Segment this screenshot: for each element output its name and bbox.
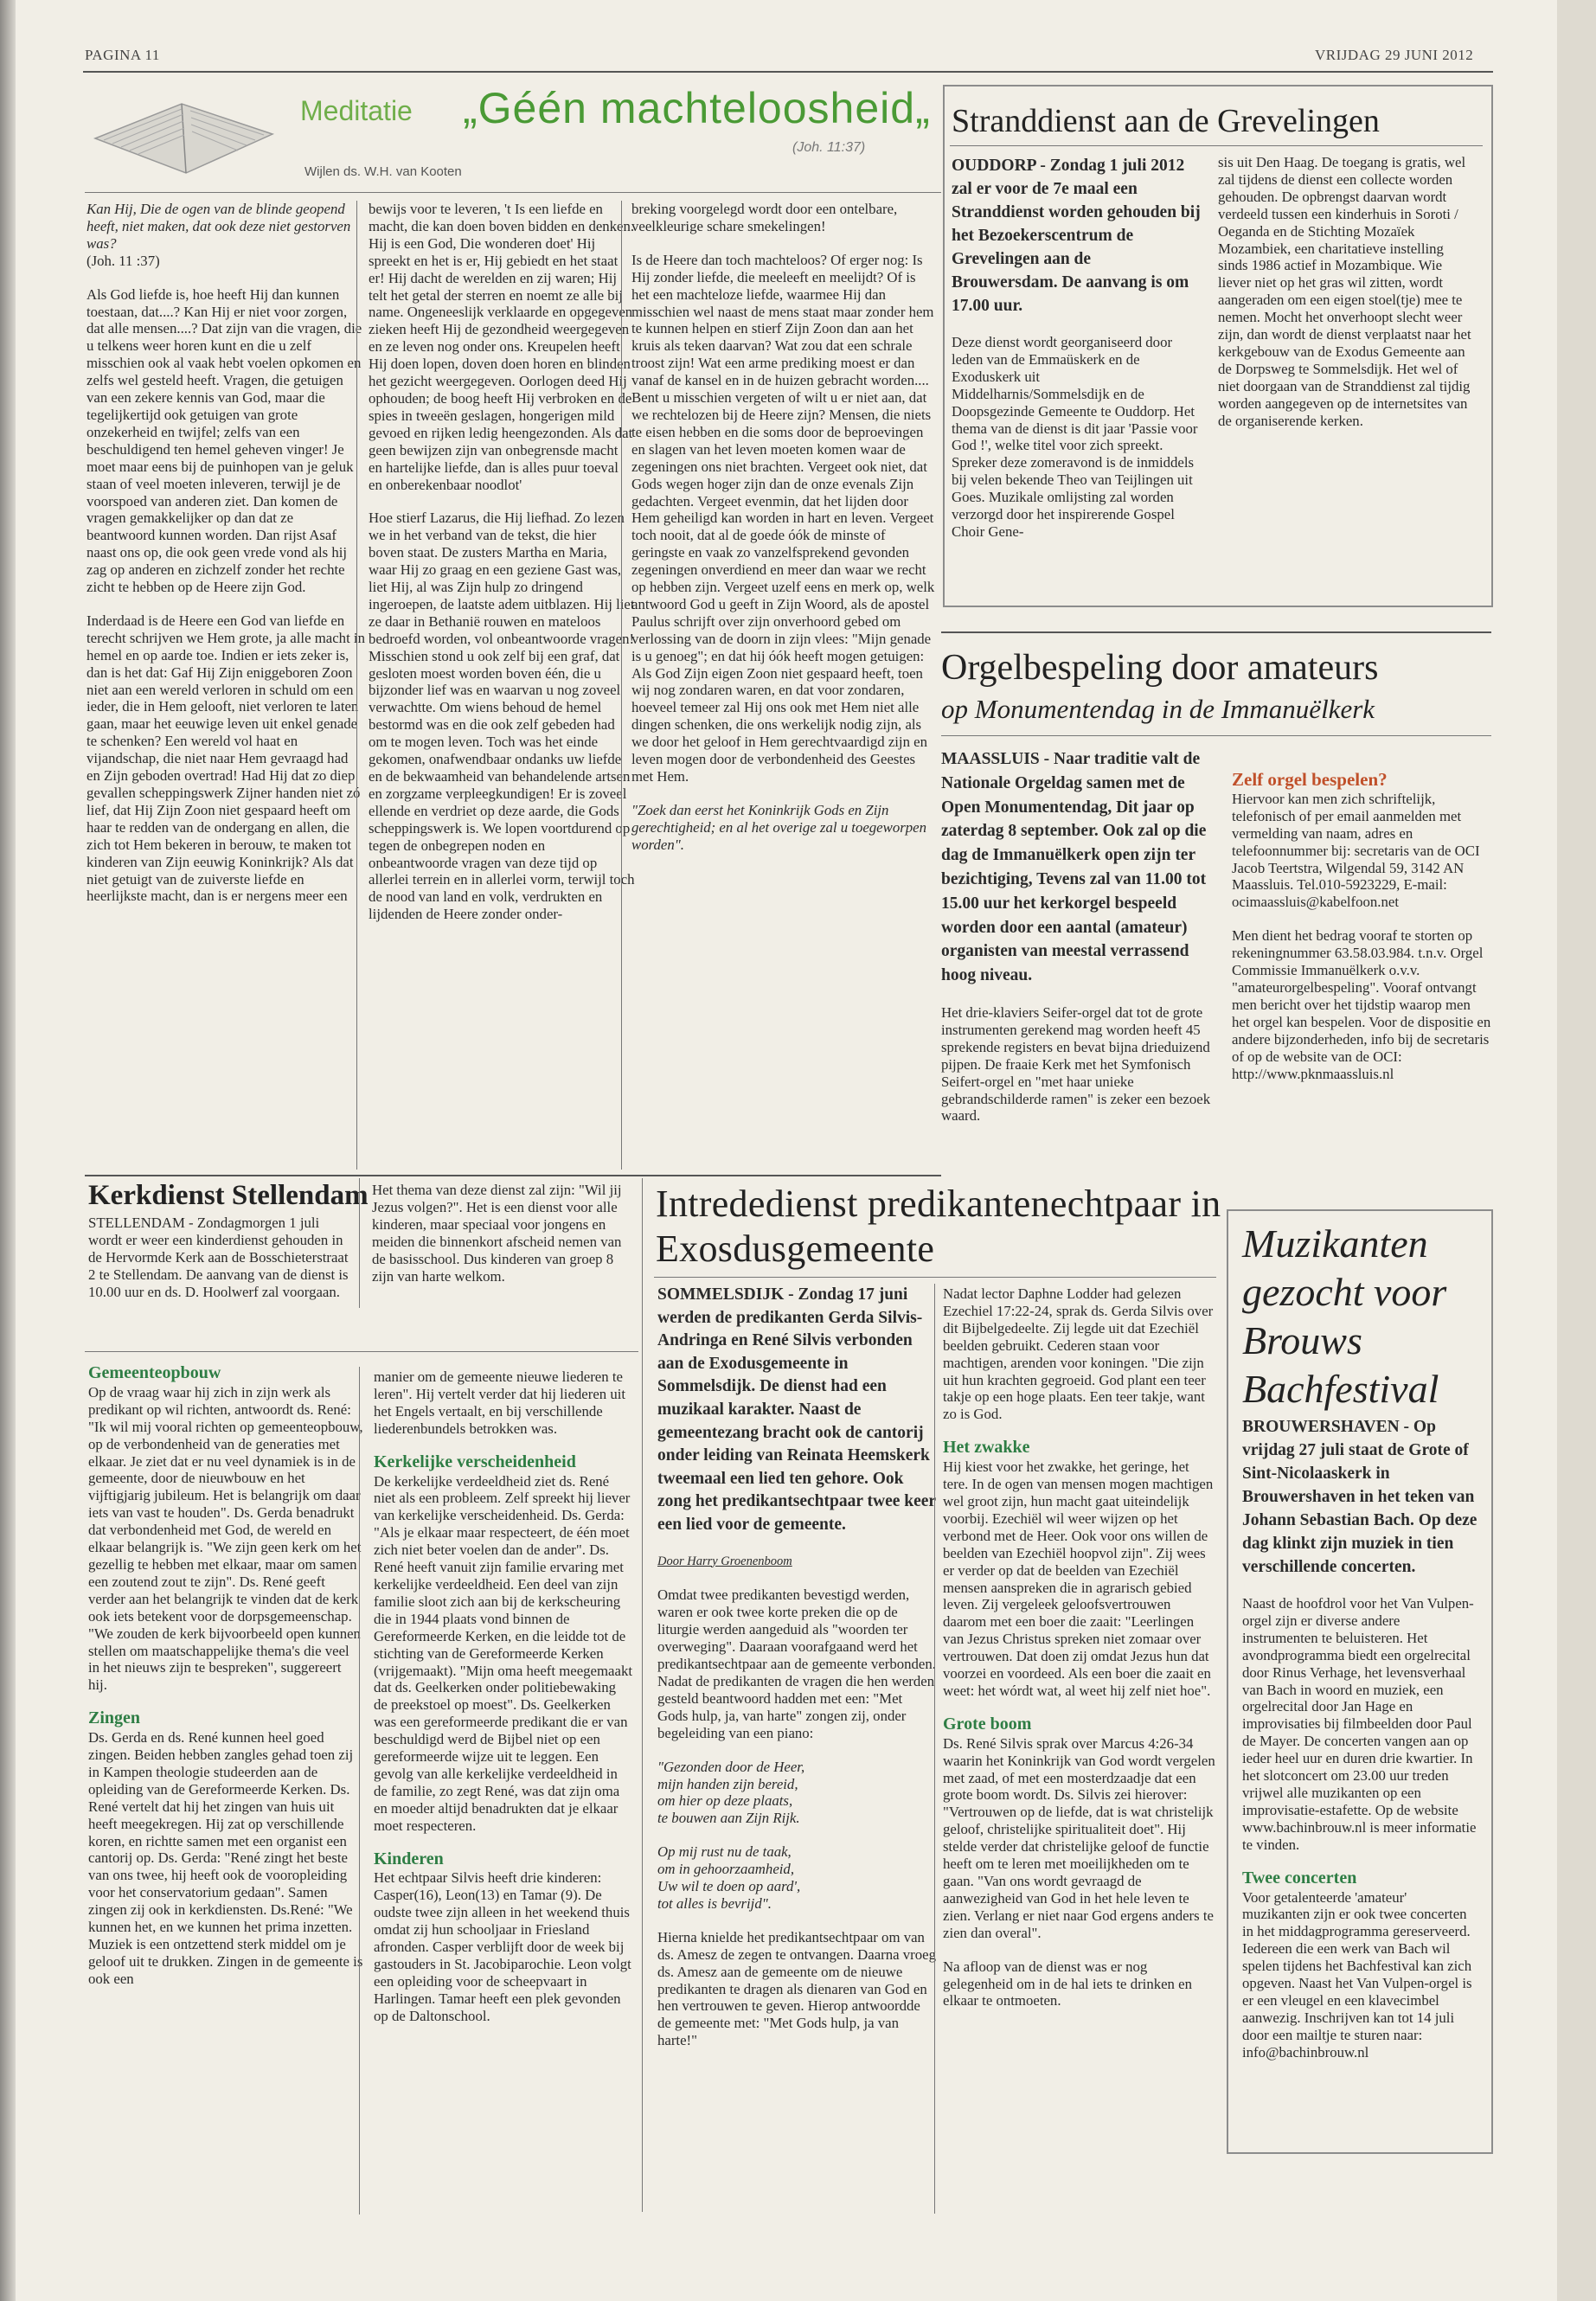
intrede-column-2: [943, 1285, 1216, 2026]
column-divider: [642, 1178, 643, 2212]
meditatie-quote: Kan Hij, Die de ogen van de blinde geopend heeft, niet maken, dat ook deze niet gestorven was?: [87, 201, 351, 252]
paragraph: Nadat lector Daphne Lodder had gelezen Ezechiel 17:22-24, sprak ds. Gerda Silvis over dit Bijbelgedeelte. Zij legde uit dat Ezechiël beelden gebruikt. Cederen staan voor machtigen, arenden voor koningen. "Die zijn uit hun krachten gegroeid. God plant een teer takje op een hoge plaats. Een teer takje, want zo is God.: [943, 1285, 1214, 1423]
paragraph: Ds. Gerda en ds. René kunnen heel goed zingen. Beiden hebben zangles gehad toen zij in Kampen theologie studeerden aan de opleiding van de Gereformeerde Kerken. Ds. René vertelt dat hij het zingen van huis uit heeft meegekregen. Hij zat op verschillende koren, en richtte samen met een organist een cantorij op. Ds. Gerda: "René zingt het beste van ons twee, hij heeft ook de vooropleiding voor het conservatorium gedaan". Samen zingen zij ook in kerkdiensten. Ds.René: "We kunnen het, en we kunnen het prima inzetten. Muziek is een ontzettend sterk middel om je geloof uit te drukken. Zingen in de gemeente is ook een: [88, 1729, 363, 1987]
kerkdienst-column-1: [88, 1215, 356, 1317]
paragraph: bewijs voor te leveren, 't Is een liefde en macht, die kan doen boven bidden en denken. Hij is een God, Die wonderen doet' Hij spreekt en het is er, Hij gebiedt en het staat er! Hij dacht de werelden en zij waren; Hij telt het getal der sterren en noemt ze alle bij name. Ongeneeslijk verklaarde en opgegeven zieken heeft Hij de gezondheid weergegeven en ze leven nog onder ons. Kreupelen heeft Hij doen lopen, doven doen horen en blinden het gezicht weergegeven. Oorlogen deed Hij ophouden; de boog heeft Hij verbroken en de spies in tweeën geslagen, hongerigen mild gevoed en rijken ledig heengezonden. Als dat geen bewijzen zijn van onbegrensde macht en hartelijke liefde, dan is alles puur toeval en onberekenbaar noodlot': [369, 201, 635, 493]
orgel-rule: [941, 735, 1491, 736]
page-spine: [0, 0, 16, 2301]
paragraph: manier om de gemeente nieuwe liederen te leren". Hij vertelt verder dat hij liederen uit het Engels vertaalt, en bij verschillende liederenbundels betrokken was.: [374, 1368, 626, 1437]
orgel-column-1: [941, 747, 1216, 1141]
intrede-byline: Door Harry Groenenboom: [657, 1554, 792, 1568]
column-divider: [356, 201, 357, 1170]
closing-quote: "Zoek dan eerst het Koninkrijk Gods en Zijn gerechtigheid; en al het overige zal u toegeworpen worden".: [631, 801, 926, 853]
paragraph: Het thema van deze dienst zal zijn: "Wil jij Jezus volgen?". Het is een dienst voor alle kinderen, maar speciaal voor jongens en meiden die binnenkort afscheid nemen van de basisschool. Dus kinderen van groep 8 zijn van harte welkom.: [372, 1182, 622, 1285]
meditatie-reference: (Joh. 11:37): [792, 140, 866, 155]
meditatie-title: „Géén machteloosheid„: [463, 84, 931, 132]
paragraph: Inderdaad is de Heere een God van liefde en terecht schrijven we Hem grote, ja alle macht in hemel en op aarde toe. Indien er iets zeker is, dan is het dat: Gaf Hij Zijn eniggeboren Zoon niet aan een wereld verloren in schuld om een ieder, die in Hem gelooft, niet verloren te laten gaan, maar het eeuwige leven uit enkel genade te schenken? Een wereld vol haat en vijandschap, die niet naar Hem gevraagd had en Zijn geboden overtrad! Had Hij dat zo diep gevallen scheppingswerk Zijner handen niet zó lief, dat Hij Zijn Zoon niet gespaard heeft om haar te redden van de ondergang en allen, die zich tot Hem bekeren in berouw, te maken tot kinderen van Zijn eeuwig Koninkrijk? Als dat niet getuigt van de zuiverste liefde en heerlijkste macht, dan is er nergens meer een: [87, 612, 365, 905]
paragraph: Omdat twee predikanten bevestigd werden, waren er ook twee korte preken die op de liturgie werden aangeduid als "woorden ter overweging". Daaraan voorafgaand werd het predikantsechtpaar aan de gemeente verbonden. Nadat de predikanten de vragen die hen werden gesteld beantwoord hadden met een: "Met Gods hulp, ja, van harte" zongen zij, onder begeleiding van een piano:: [657, 1586, 936, 1741]
paragraph: Hij kiest voor het zwakke, het geringe, het tere. In de ogen van mensen mogen machtigen wel groot zijn, hun macht gaat uiteindelijk voorbij. Ezechiël wil weer wijzen op het verbond met de Heer. Ook voor ons willen de beelden van Ezechiël hoopvol zijn". Zij wees er verder op dat de beelden van Ezechiël mensen aanspreken die in agrarisch gebied leven. Zij vergeleek geloofsvertrouwen daarom met een boer die zaait: "Leerlingen van Jezus Christus spreken niet zomaar over vertrouwen. Dat doen zij omdat Jezus hun dat voorzei en voordeed. Als een boer die zaait en weet: het wórdt wat, al weet hij zelf niet hoe".: [943, 1458, 1214, 1699]
meditatie-column-3: [631, 201, 936, 870]
paragraph: Na afloop van de dienst was er nog gelegenheid om in de hal iets te drinken en elkaar te ontmoeten.: [943, 1958, 1192, 2009]
kerkdienst-column-2: [372, 1182, 631, 1301]
paragraph: Het drie-klaviers Seifer-orgel dat tot de grote instrumenten gerekend mag worden heeft 45 sprekende registers en bevat bijna drieduizend pijpen. De fraaie Kerk met het Symfonisch Seifert-orgel en "met haar unieke gebrandschilderde ramen" is zeker een bezoek waard.: [941, 1003, 1211, 1125]
paragraph: Het echtpaar Silvis heeft drie kinderen: Casper(16), Leon(13) en Tamar (9). De oudste twee zijn alleen in het weekend thuis omdat zij hun schooljaar in Friesland afronden. Casper verblijft door de week bij gastouders in St. Jacobiparochie. Leon volgt een opleiding voor de scheepvaart in Harlingen. Tamar heeft een plek gevonden op de Daltonschool.: [374, 1869, 631, 2024]
paragraph: Hiervoor kan men zich schriftelijk, telefonisch of per email aanmelden met vermelding van naam, adres en telefoonnummer bij: secretaris van de OCI Jacob Teertstra, Wilgendal 59, 3142 AN Maassluis. Tel.010-5923229, E-mail: ocimaassluis@kabelfoon.net: [1232, 790, 1480, 911]
column-divider: [359, 1367, 360, 2214]
paragraph: Als God liefde is, hoe heeft Hij dan kunnen toestaan, dat....? Kan Hij er niet voor zorgen, dat alle mensen....? Dat zijn van die vragen, die u telkens weer horen kunt en die u zelf misschien ook al vaak hebt voelen opkomen en zelfs wel gesteld heeft. Vragen, die getuigen van een zekere kennis van God, maar die tegelijkertijd ook getuigen van grote onzekerheid en twijfel; zelfs van een beschuldigend ten hemel geheven vinger! Je moet maar eens bij de puinhopen van je geluk staan of veel moeten inleveren, terwijl je de voorspoed van anderen ziet. Dan komen de vragen gemakkelijker op dan dat ze beantwoord kunnen worden. Dan rijst Asaf naast ons op, die ook geen vrede vond als hij zag op anderen en zichzelf zonder het rechte zicht te hebben op de Heere zijn God.: [87, 285, 362, 596]
poem-stanza-1: "Gezonden door de Heer, mijn handen zijn bereid, om hier op deze plaats, te bouwen aan Zijn Rijk.: [657, 1758, 805, 1827]
meditatie-author: Wijlen ds. W.H. van Kooten: [304, 164, 462, 179]
intrede-lead: SOMMELSDIJK - Zondag 17 juni werden de predikanten Gerda Silvis-Andringa en René Silvis verbonden aan de Exodusgemeente in Sommelsdijk. De dienst had een muzikaal karakter. Naast de gemeentezang bracht ook de cantorij onder leiding van Reinata Heemskerk tweemaal een lied ten gehore. Ook zong het predikantsechtpaar twee keer een lied voor de gemeente.: [657, 1285, 936, 1534]
meditatie-label: Meditatie: [300, 95, 413, 126]
page-number: PAGINA 11: [85, 47, 160, 63]
muzikanten-column: [1242, 1415, 1477, 2078]
poem-stanza-2: Op mij rust nu de taak, om in gehoorzaamheid, Uw wil te doen op aard', tot alles is bevrijd".: [657, 1843, 801, 1912]
open-bible-icon: [87, 87, 285, 182]
stranddienst-title: Stranddienst aan de Grevelingen: [952, 103, 1380, 139]
orgel-subtitle: op Monumentendag in de Immanuëlkerk: [941, 694, 1375, 724]
paragraph: sis uit Den Haag. De toegang is gratis, wel zal tijdens de dienst een collecte worden gehouden. De opbrengst daarvan wordt verdeeld tussen een kinderhuis in Soroti / Oeganda en de Stichting Mozaïek Mozambiek, een charitatieve instelling sinds 1986 actief in Mozambique. Wie liever niet op het gras wil zitten, wordt aangeraden om een eigen stoel(tje) mee te nemen. Mocht het onverhoopt slecht weer zijn, dan wordt de dienst verplaatst naar het kerkgebouw van de Exodus Gemeente aan de Dorpsweg te Sommelsdijk. Het wel of niet doorgaan van de Stranddienst zal tijdig worden aangegeven op de internetsites van de organiserende kerken.: [1218, 154, 1471, 429]
grote-boom-subheading: Grote boom: [943, 1714, 1032, 1734]
muzikanten-lead: BROUWERSHAVEN - Op vrijdag 27 juli staat de Grote of Sint-Nicolaaskerk in Brouwershaven in het teken van Johann Sebastian Bach. Op deze dag klinkt zijn muziek in tien verschillende concerten.: [1242, 1418, 1477, 1576]
page-date: VRIJDAG 29 JUNI 2012: [1315, 47, 1474, 63]
paragraph: Is de Heere dan toch machteloos? Of erger nog: Is Hij zonder liefde, die meeleeft en meelijdt? Of is het een machteloze liefde, waarmee Hij dan misschien wel naast de mens staat maar zonder hem te kunnen helpen en stierf Zijn Zoon dan aan het kruis als teken daarvan? Wat zou dat een schrale troost zijn! Wat een arme prediking moest er dan vanaf de kansel en in de huizen gebracht worden.... Bent u misschien vergeten of wilt u er niet aan, dat we rechtelozen bij de Heere zijn? Mensen, die niets te eisen hebben en die soms door de beproevingen en slagen van het leven moeten komen waar de zegeningen ons niet brachten. Vergeet ook niet, dat Gods wegen hoger zijn dan de onze evenals Zijn gedachten. Vergeet evenmin, dat het lijden door Hem geheiligd kan worden in hart en leven. Vergeet toch nooit, dat al de goede óók de minste of geringste en vaak zo vanzelfsprekend gevonden zegeningen onverdiend en meer dan waar we recht op hebben zijn. Vergeet uzelf eens en merk op, welk antwoord God u geeft in Zijn Woord, als de apostel Paulus schrijft over zijn onverhoord gebed om verlossing van de doorn in zijn vlees: "Mijn genade is u genoeg"; en dat hij óók heeft mogen getuigen: Als God Zijn eigen Zoon niet gespaard heeft, toen wij nog zondaren waren, en dat voor zondaren, hoeveel temeer zal Hij ons ook met Hem niet alle dingen schenken, die ons werkelijk nodig zijn, als we door het geloof in Hem gerechtvaardigd zijn en leven mogen door de verbondenheid des Geestes met Hem.: [631, 251, 935, 785]
muzikanten-title: Muzikanten gezocht voor Brouws Bachfestival: [1242, 1221, 1447, 1411]
gemeente-column-2: [374, 1368, 633, 2041]
kerkdienst-bottom-rule: [85, 1351, 638, 1352]
meditatie-column-1: [87, 201, 365, 921]
column-divider: [934, 1284, 935, 2214]
paragraph: STELLENDAM - Zondagmorgen 1 juli wordt er weer een kinderdienst gehouden in de Hervormde Kerk aan de Bosschieterstraat 2 te Stellendam. De aanvang van de dienst is 10.00 uur en ds. D. Hoolwerf zal voorgaan.: [88, 1215, 349, 1300]
kerkdienst-title: Kerkdienst Stellendam: [88, 1180, 369, 1211]
meditatie-quote-ref: (Joh. 11 :37): [87, 252, 160, 269]
gemeenteopbouw-subheading: Gemeenteopbouw: [88, 1363, 221, 1382]
column-divider: [621, 201, 622, 1170]
paragraph: Hierna knielde het predikantsechtpaar om van ds. Amesz de zegen te ontvangen. Daarna vroeg ds. Amesz aan de gemeente om de nieuwe predikanten te dragen als dienaren van God en hen vertrouwen te geven. Hierop antwoordde de gemeente met: "Met Gods hulp, ja van harte!": [657, 1928, 936, 2049]
orgel-title: Orgelbespeling door amateurs: [941, 648, 1379, 688]
paragraph: Deze dienst wordt georganiseerd door leden van de Emmaüskerk en de Exoduskerk uit Middelharnis/Sommelsdijk en de Doopsgezinde Gemeente te Ouddorp. Het thema van de dienst is dit jaar 'Passie voor God !', welke titel voor zich spreekt. Spreker deze zomeravond is de inmiddels bij velen bekende Theo van Teijlingen uit Goes. Muzikale omlijsting zal worden verzorgd door het inspirerende Gospel Choir Gene-: [952, 334, 1198, 540]
orgel-subheading: Zelf orgel bespelen?: [1232, 769, 1388, 790]
meditatie-column-2: [369, 201, 635, 939]
twee-concerten-subheading: Twee concerten: [1242, 1868, 1357, 1888]
stranddienst-lead: OUDDORP - Zondag 1 juli 2012 zal er voor de 7e maal een Stranddienst worden gehouden bij het Bezoekerscentrum de Grevelingen aan de Brouwersdam. De aanvang is om 17.00 uur.: [952, 157, 1201, 315]
orgel-lead: MAASSLUIS - Naar traditie valt de Nationale Orgeldag samen met de Open Monumentendag, Dit jaar op zaterdag 8 september. Ook zal op die dag de Immanuëlkerk open zijn ter bezichtiging, Tevens zal van 11.00 tot 15.00 uur het kerkorgel bespeeld worden door een aantal (amateur) organisten van meestal verrassend hoog niveau.: [941, 750, 1207, 985]
meditatie-rule: [85, 192, 941, 193]
gemeente-column-1: [88, 1358, 363, 2004]
header-rule: [83, 71, 1493, 73]
paragraph: Voor getalenteerde 'amateur' muzikanten zijn er ook twee concerten in het middagprogramma gereserveerd. Iedereen die een werk van Bach wil spelen tijdens het Bachfestival kan zich opgeven. Naast het Van Vulpen-orgel is er een vleugel en een klavecimbel aanwezig. Inschrijven kan tot 14 juli door een mailtje te sturen naar: info@bachinbrouw.nl: [1242, 1888, 1472, 2061]
intrede-rule: [654, 1277, 1216, 1278]
column-divider: [359, 1178, 360, 1308]
intrede-title: Intrededienst predikantenechtpaar in Exosdusgemeente: [656, 1183, 1221, 1270]
het-zwakke-subheading: Het zwakke: [943, 1438, 1030, 1458]
kerkdienst-top-rule: [85, 1175, 941, 1176]
paragraph: De kerkelijke verdeeldheid ziet ds. René niet als een probleem. Zelf spreekt hij liever van kerkelijke verscheidenheid. Ds. Gerda: "Als je elkaar maar respecteert, de één moet zich niet beter voelen dan de ander". Ds. René heeft vanuit zijn familie ervaring met kerkelijke verdeeldheid. Een deel van zijn familie sloot zich aan bij de kerkscheuring die in 1944 plaats vond binnen de Gereformeerde Kerken, en die leidde tot de stichting van de Gereformeerde Kerken (vrijgemaakt). "Mijn oma heeft meegemaakt dat ds. Geelkerken onder politiebewaking de preekstoel op moest". Ds. Geelkerken was een gereformeerde predikant die er van beschuldigd werd de Bijbel niet op een gereformeerde wijze uit te leggen. Een gevolg van alle kerkelijke verdeeldheid in de familie, zo zegt René, was dat zijn oma en moeder altijd benadrukten dat je elkaar moet respecteren.: [374, 1472, 633, 1834]
paragraph: breking voorgelegd wordt door een ontelbare, veelkleurige schare smekelingen!: [631, 201, 898, 234]
stranddienst-rule: [950, 145, 1483, 146]
paragraph: Naast de hoofdrol voor het Van Vulpen-orgel zijn er diverse andere instrumenten te beluisteren. Het avondprogramma biedt een orgelrecital door Rinus Verhage, het levensverhaal van Bach in woord en muziek, een orgelrecital door Jan Hage en improvisaties bij filmbeelden door Paul de Mayer. De concerten vangen aan op ieder heel uur en duren drie kwartier. In het slotconcert om 23.00 uur treden vrijwel alle muzikanten op een improvisatie-estafette. Op de website www.bachinbrouw.nl is meer informatie te vinden.: [1242, 1595, 1477, 1853]
paragraph: Men dient het bedrag vooraf te storten op rekeningnummer 63.58.03.984. t.n.v. Orgel Commissie Immanuëlkerk o.v.v. "amateurorgelbespeling". Vooraf ontvangt men bericht over het tijdstip waarop men het orgel kan bespelen. Voor de dispositie en andere bijzonderheden, info bij de secretaris of op de website van de OCI: http://www.pknmaassluis.nl: [1232, 927, 1491, 1082]
orgel-top-rule: [941, 631, 1491, 633]
paragraph: Ds. René Silvis sprak over Marcus 4:26-34 waarin het Koninkrijk van God wordt vergelen met zaad, of met een mosterdzaadje dat een grote boom wordt. Ds. Silvis zei hierover: "Vertrouwen op de liefde, dat is wat christelijk geloof, christelijke spiritualiteit doet". Hij stelde verder dat christelijke geloof de functie heeft om te leren met moeilijkheden om te gaan. "Van ons wordt gevraagd de aanwezigheid van God in het hele leven te zien. Verlang er niet naar God ergens anders te zien dan overal".: [943, 1734, 1215, 1941]
intrede-column-1: [657, 1284, 936, 2066]
orgel-column-2: [1232, 765, 1491, 1099]
paragraph: Hoe stierf Lazarus, die Hij liefhad. Zo lezen we in het verband van de tekst, die hier boven staat. De zusters Martha en Maria, waar Hij zo graag en een geziene Gast was, liet Hij, al was Zijn hulp zo dringend ingeroepen, de laatste adem uitblazen. Hij liet ze daar in Bethanië rouwen en mateloos bedroefd worden, vol onbeantwoorde vragen! Misschien stond u ook zelf bij een graf, dat gesloten moest worden boven één, die u bijzonder lief was en waarvan u nog zoveel verwachtte. Om wiens behoud de hemel bestormd was en die ook zelf gebeden had om te mogen leven. Toch was het einde gekomen, onafwendbaar ondanks uw liefde en de bekwaamheid van behandelende artsen en zorgzame verpleegkundigen! Er is zoveel ellende en verdriet op deze aarde, die Gods scheppingswerk is. We lopen voortdurend op tegen de onbegrepen noden en onbeantwoorde vragen van deze tijd op allerlei terrein en in allerlei vorm, terwijl toch de nood van land en volk, verdrukten en lijdenden de Heere zonder onder-: [369, 510, 635, 923]
stranddienst-column-1: [952, 154, 1201, 557]
zingen-subheading: Zingen: [88, 1708, 141, 1728]
kerkelijke-subheading: Kerkelijke verscheidenheid: [374, 1452, 576, 1471]
kinderen-subheading: Kinderen: [374, 1849, 444, 1868]
stranddienst-column-2: [1218, 154, 1474, 446]
paragraph: Op de vraag waar hij zich in zijn werk als predikant op wil richten, antwoordt ds. René: "Ik wil mij vooral richten op gemeenteopbouw, op de verbondenheid van de generaties met elkaar. Je ziet dat er nu veel dynamiek is in de gemeente, door de nieuwbouw en het vijftigjarig jubileum. Het is belangrijk om daar iets van vast te houden". Ds. Gerda benadrukt dat verbondenheid met God, de wereld en elkaar belangrijk is. "We zijn geen kerk om het gezellig te hebben met elkaar, maar om samen een zoutend zout te zijn". Ds. René geeft verder aan het belangrijk te vinden dat de kerk ook iets betekent voor de dorpsgemeenschap. "We zouden de kerk bijvoorbeeld open kunnen stellen om maatschappelijke thema's die veel in het nieuws zijn te bespreken", suggereert hij.: [88, 1383, 363, 1694]
